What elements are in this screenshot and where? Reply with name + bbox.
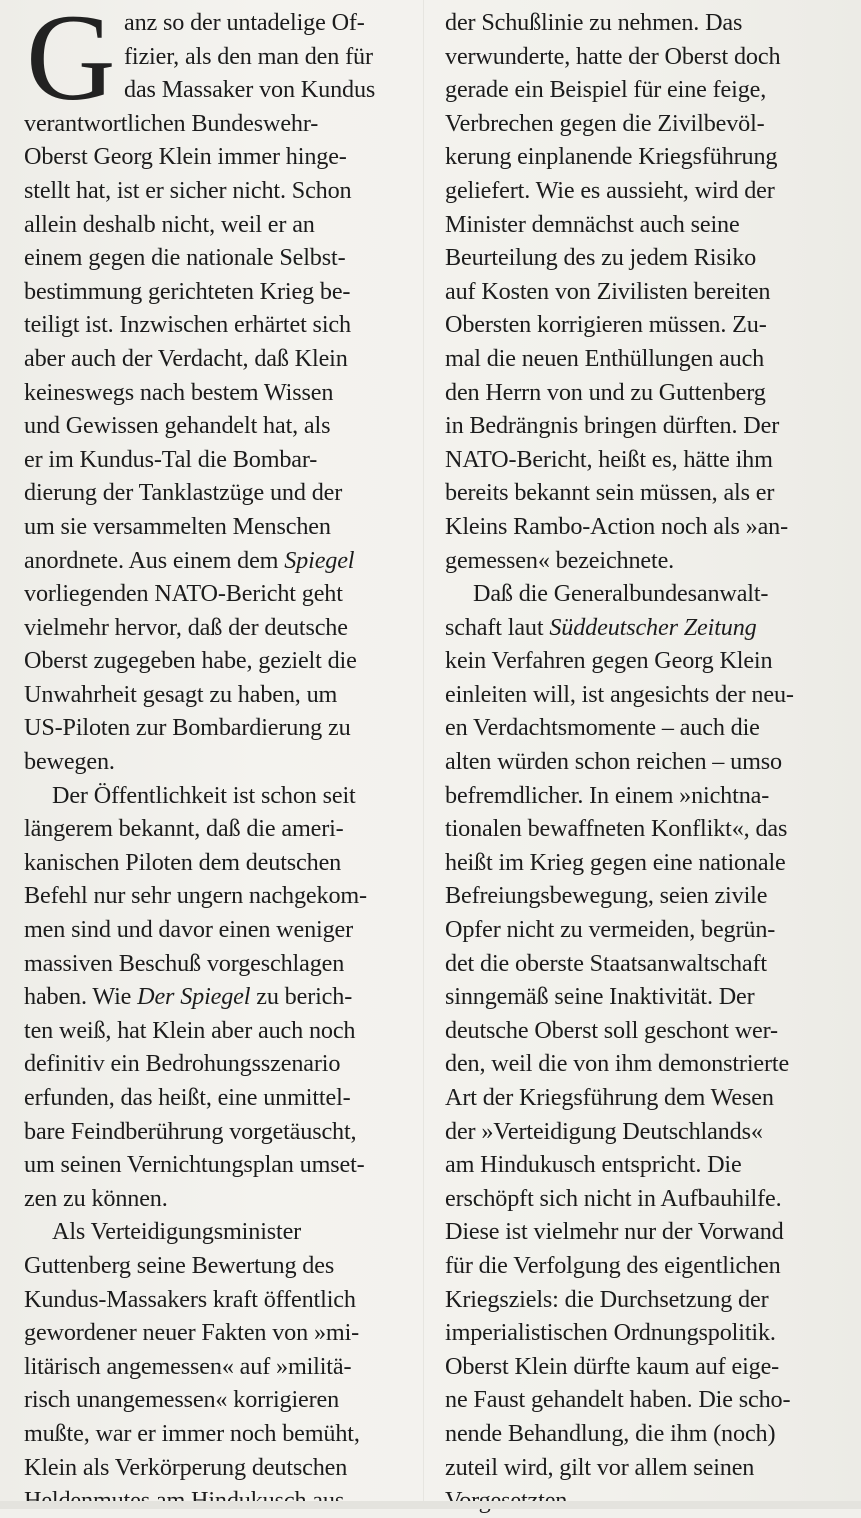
text-line: der »Verteidigung Deutschlands« xyxy=(445,1117,763,1145)
text-line: Kundus-Massakers kraft öffentlich xyxy=(24,1285,356,1313)
text-line: Kleins Rambo-Action noch als »an- xyxy=(445,512,789,540)
text-line: bewegen. xyxy=(24,748,115,776)
text-line: Diese ist vielmehr nur der Vorwand xyxy=(445,1218,784,1246)
text-line: Beurteilung des zu jedem Risiko xyxy=(445,244,757,272)
text-line: bestimmung gerichteten Krieg be- xyxy=(24,277,351,305)
text-line: geliefert. Wie es aussieht, wird der xyxy=(445,176,775,204)
text-line: men sind und davor einen weniger xyxy=(24,916,354,944)
text-line xyxy=(24,544,409,578)
text-line: auf Kosten von Zivilisten bereiten xyxy=(445,277,771,305)
text-line: einem gegen die nationale Selbst- xyxy=(24,244,346,272)
publication-name: Der Spiegel xyxy=(137,983,251,1011)
text-line: am Hindukusch entspricht. Die xyxy=(445,1151,742,1179)
text-line: Als Verteidigungsminister xyxy=(52,1218,302,1246)
text-line: gemessen« bezeichnete. xyxy=(445,546,675,574)
text-line: dierung der Tanklastzüge und der xyxy=(24,479,343,507)
text-line: aber auch der Verdacht, daß Klein xyxy=(24,344,348,372)
text-line: Opfer nicht zu vermeiden, begrün- xyxy=(445,916,776,944)
text-line: Oberst zugegeben habe, gezielt die xyxy=(24,647,357,675)
text-line: Guttenberg seine Bewertung des xyxy=(24,1251,335,1279)
text-line xyxy=(24,980,409,1014)
text-line: allein deshalb nicht, weil er an xyxy=(24,210,315,238)
text-line: kanischen Piloten dem deutschen xyxy=(24,848,342,876)
text-line: deutsche Oberst soll geschont wer- xyxy=(445,1016,778,1044)
text-run: schaft laut xyxy=(445,613,550,641)
text-line: und Gewissen gehandelt hat, als xyxy=(24,412,331,440)
text-line: Verbrechen gegen die Zivilbevöl- xyxy=(445,109,765,137)
text-line: teiligt ist. Inzwischen erhärtet sich xyxy=(24,311,351,339)
text-line: Befehl nur sehr ungern nachgekom- xyxy=(24,882,367,910)
text-line: anz so der untadelige Of- xyxy=(124,9,365,36)
text-line: alten würden schon reichen – umso xyxy=(445,748,782,776)
text-line: erschöpft sich nicht in Aufbauhilfe. xyxy=(445,1184,782,1212)
text-line: den, weil die von ihm demonstrierte xyxy=(445,1050,790,1078)
text-line: tionalen bewaffneten Konflikt«, das xyxy=(445,815,788,843)
text-line: das Massaker von Kundus xyxy=(124,76,376,104)
publication-name: Spiegel xyxy=(284,546,355,574)
text-line: NATO-Bericht, heißt es, hätte ihm xyxy=(445,445,773,473)
text-line: kerung einplanende Kriegsführung xyxy=(445,143,778,171)
text-line: in Bedrängnis bringen dürften. Der xyxy=(445,412,780,440)
text-line: zen zu können. xyxy=(24,1184,168,1212)
text-line: gerade ein Beispiel für eine feige, xyxy=(445,76,767,104)
text-run: anordnete. Aus einem dem xyxy=(24,546,285,574)
text-line: mußte, war er immer noch bemüht, xyxy=(24,1419,360,1447)
text-line: kein Verfahren gegen Georg Klein xyxy=(445,647,773,675)
text-line: Obersten korrigieren müssen. Zu- xyxy=(445,311,767,339)
text-line: er im Kundus-Tal die Bombar- xyxy=(24,445,318,473)
text-line: Minister demnächst auch seine xyxy=(445,210,740,238)
text-line: Kriegsziels: die Durchsetzung der xyxy=(445,1285,769,1313)
text-line: um seinen Vernichtungsplan umset- xyxy=(24,1151,365,1179)
text-line: Oberst Georg Klein immer hinge- xyxy=(24,143,347,171)
text-line: stellt hat, ist er sicher nicht. Schon xyxy=(24,176,352,204)
text-line: vielmehr hervor, daß der deutsche xyxy=(24,613,348,641)
text-line: verantwortlichen Bundeswehr- xyxy=(24,109,319,137)
text-line: bereits bekannt sein müssen, als er xyxy=(445,479,775,507)
text-line: verwunderte, hatte der Oberst doch xyxy=(445,42,781,70)
text-line: Der Öffentlichkeit ist schon seit xyxy=(52,781,356,809)
drop-cap: G xyxy=(26,0,116,126)
text-line: vorliegenden NATO-Bericht geht xyxy=(24,580,343,608)
text-line: massiven Beschuß vorgeschlagen xyxy=(24,949,345,977)
text-line: befremdlicher. In einem »nichtna- xyxy=(445,781,770,809)
publication-name: Süddeutscher Zeitung xyxy=(549,613,757,641)
text-line: keineswegs nach bestem Wissen xyxy=(24,378,334,406)
text-line: definitiv ein Bedrohungsszenario xyxy=(24,1050,341,1078)
text-line: längerem bekannt, daß die ameri- xyxy=(24,815,344,843)
article-column-left xyxy=(24,0,409,1518)
text-run: haben. Wie xyxy=(24,983,138,1011)
text-line: Daß die Generalbundesanwalt- xyxy=(473,580,769,608)
column-gutter xyxy=(423,0,424,1509)
text-line: mal die neuen Enthüllungen auch xyxy=(445,344,765,372)
text-run: zu berich- xyxy=(250,983,353,1011)
text-line: ne Faust gehandelt haben. Die scho- xyxy=(445,1386,791,1414)
text-line: Art der Kriegsführung dem Wesen xyxy=(445,1084,774,1111)
text-line: risch unangemessen« korrigieren xyxy=(24,1386,340,1414)
text-line: litärisch angemessen« auf »militä- xyxy=(24,1352,352,1380)
text-line: gewordener neuer Fakten von »mi- xyxy=(24,1319,360,1347)
text-line: bare Feindberührung vorgetäuscht, xyxy=(24,1117,357,1145)
text-line: um sie versammelten Menschen xyxy=(24,512,331,540)
text-line: den Herrn von und zu Guttenberg xyxy=(445,378,766,406)
text-line: Oberst Klein dürfte kaum auf eige- xyxy=(445,1352,780,1380)
text-line: zuteil wird, gilt vor allem seinen xyxy=(445,1453,755,1481)
text-line: einleiten will, ist angesichts der neu- xyxy=(445,680,794,708)
text-line: Klein als Verkörperung deutschen xyxy=(24,1453,348,1481)
text-line: imperialistischen Ordnungspolitik. xyxy=(445,1319,776,1347)
text-line: Unwahrheit gesagt zu haben, um xyxy=(24,680,338,708)
text-line: nende Behandlung, die ihm (noch) xyxy=(445,1419,776,1447)
article-column-right xyxy=(445,6,840,1518)
text-line: heißt im Krieg gegen eine nationale xyxy=(445,848,786,876)
text-line: fizier, als den man den für xyxy=(124,42,373,70)
page-bottom-edge xyxy=(0,1501,861,1509)
text-line: Befreiungsbewegung, seien zivile xyxy=(445,882,768,910)
text-line xyxy=(445,611,840,645)
text-line: US-Piloten zur Bombardierung zu xyxy=(24,714,351,742)
text-line: für die Verfolgung des eigentlichen xyxy=(445,1251,781,1279)
text-line: der Schußlinie zu nehmen. Das xyxy=(445,9,743,36)
text-line: det die oberste Staatsanwaltschaft xyxy=(445,949,767,977)
text-line: ten weiß, hat Klein aber auch noch xyxy=(24,1016,356,1044)
text-line: erfunden, das heißt, eine unmittel- xyxy=(24,1084,351,1111)
text-line: en Verdachtsmomente – auch die xyxy=(445,714,760,742)
text-line: sinngemäß seine Inaktivität. Der xyxy=(445,983,755,1011)
